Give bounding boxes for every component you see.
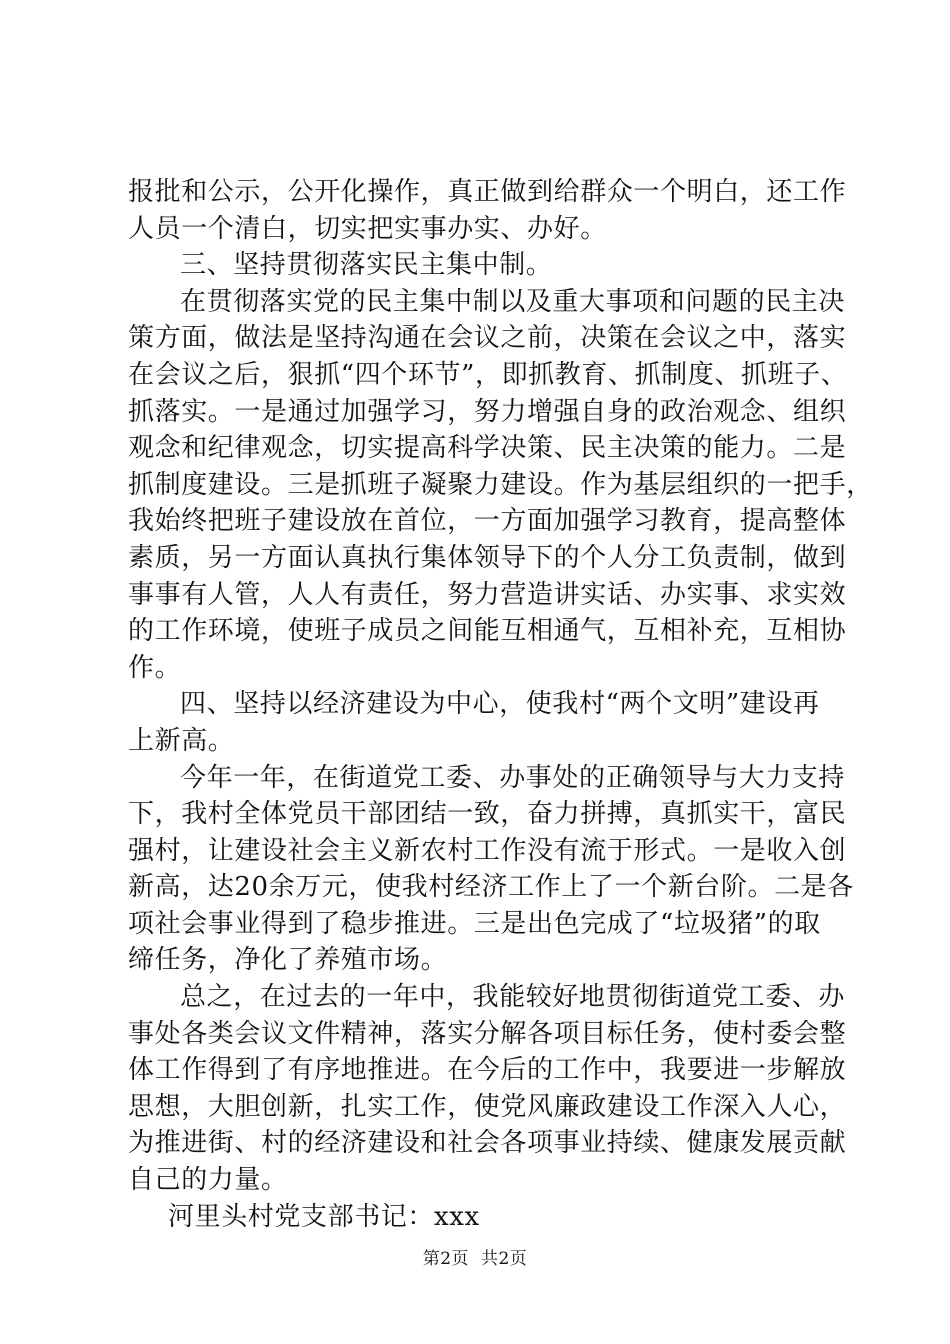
signature-line: 河里头村党支部书记：xxx xyxy=(168,1201,480,1232)
section-heading: 三、坚持贯彻落实民主集中制。 xyxy=(180,250,553,281)
page-footer xyxy=(0,1244,950,1269)
text-line: 新高，达20余万元，使我村经济工作上了一个新台阶。二是各 xyxy=(128,872,854,903)
text-line: 抓制度建设。三是抓班子凝聚力建设。作为基层组织的一把手， xyxy=(128,469,873,500)
text-line: 事事有人管，人人有责任，努力营造讲实话、办实事、求实效 xyxy=(128,579,847,610)
text-line: 抓落实。一是通过加强学习，努力增强自身的政治观念、组织 xyxy=(128,396,847,427)
text-line: 事处各类会议文件精神，落实分解各项目标任务，使村委会整 xyxy=(128,1018,847,1049)
text-line: 报批和公示，公开化操作，真正做到给群众一个明白，还工作 xyxy=(128,177,847,207)
text-line: 作。 xyxy=(128,652,182,683)
document-body xyxy=(128,174,873,1235)
text-line: 缔任务，净化了养殖市场。 xyxy=(128,945,448,976)
text-line: 下，我村全体党员干部团结一致，奋力拼搏，真抓实干，富民 xyxy=(128,799,847,830)
page-number: 第2页 xyxy=(422,1249,470,1269)
text-line: 上新高。 xyxy=(128,725,235,756)
section-heading: 四、坚持以经济建设为中心，使我村“两个文明”建设再 xyxy=(180,689,820,720)
text-line: 的工作环境，使班子成员之间能互相通气，互相补充，互相协 xyxy=(128,616,847,647)
text-line: 体工作得到了有序地推进。在今后的工作中，我要进一步解放 xyxy=(128,1055,847,1086)
page-total: 共2页 xyxy=(480,1249,528,1269)
text-line: 为推进街、村的经济建设和社会各项事业持续、健康发展贡献 xyxy=(128,1128,847,1159)
text-line: 观念和纪律观念，切实提高科学决策、民主决策的能力。二是 xyxy=(128,433,847,464)
text-line: 思想，大胆创新，扎实工作，使党风廉政建设工作深入人心， xyxy=(128,1091,847,1122)
text-line: 今年一年，在街道党工委、办事处的正确领导与大力支持 xyxy=(180,762,846,793)
text-line: 在会议之后，狠抓“四个环节”，即抓教育、抓制度、抓班子、 xyxy=(128,359,848,390)
text-line: 人员一个清白，切实把实事办实、办好。 xyxy=(128,213,607,244)
text-line: 策方面，做法是坚持沟通在会议之前，决策在会议之中，落实 xyxy=(128,323,847,354)
text-line: 强村，让建设社会主义新农村工作没有流于形式。一是收入创 xyxy=(128,835,847,866)
text-line: 自己的力量。 xyxy=(128,1165,288,1196)
text-line: 我始终把班子建设放在首位，一方面加强学习教育，提高整体 xyxy=(128,506,847,537)
text-line: 素质，另一方面认真执行集体领导下的个人分工负责制，做到 xyxy=(128,542,847,573)
text-line: 总之，在过去的一年中，我能较好地贯彻街道党工委、办 xyxy=(180,982,846,1013)
text-line: 在贯彻落实党的民主集中制以及重大事项和问题的民主决 xyxy=(180,286,846,317)
text-line: 项社会事业得到了稳步推进。三是出色完成了“垃圾猪”的取 xyxy=(128,908,821,939)
